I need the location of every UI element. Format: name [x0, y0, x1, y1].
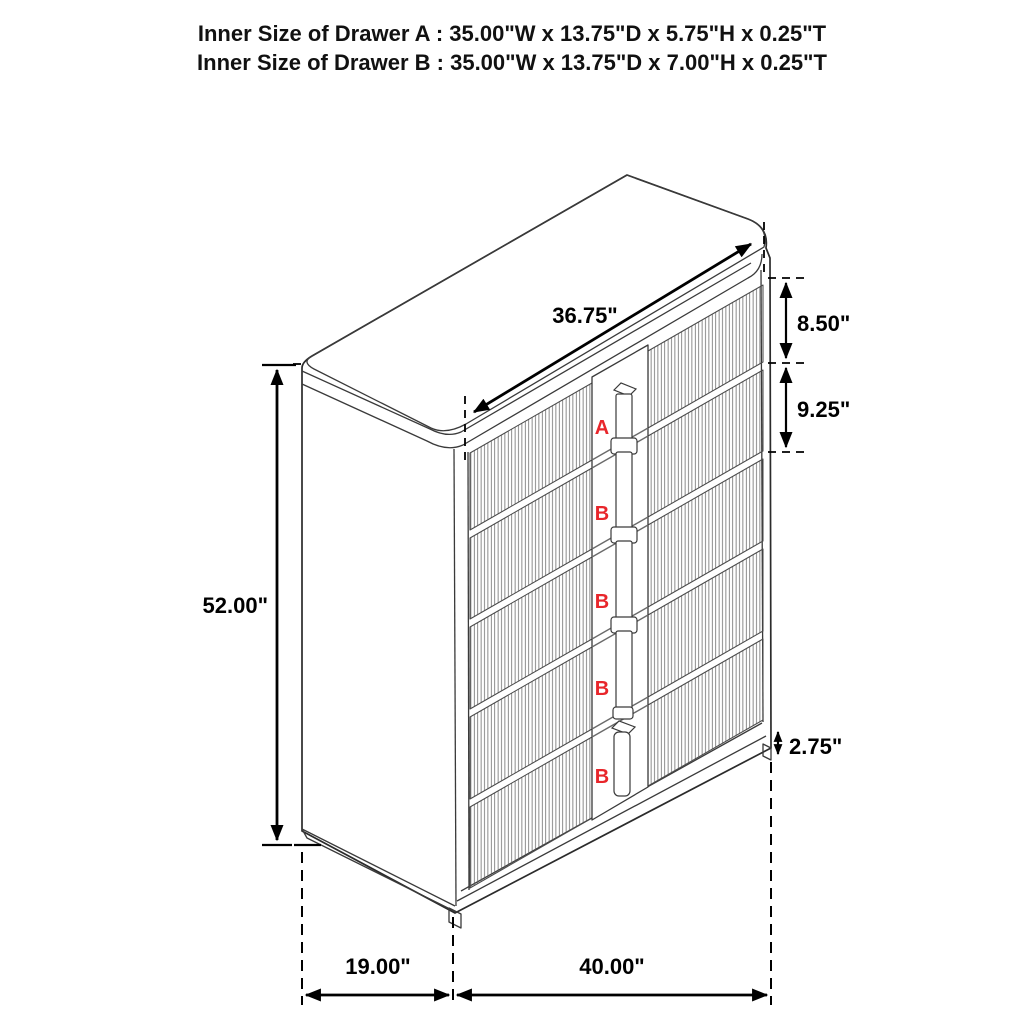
dim-top-diagonal-label: 36.75" [552, 303, 618, 328]
dim-drawer-a-height-label: 8.50" [797, 311, 851, 336]
dim-drawer-b-height-label: 9.25" [797, 397, 851, 422]
dim-width-label: 40.00" [579, 954, 645, 979]
handle-segment-3 [616, 541, 632, 621]
title-block [197, 21, 827, 75]
handle-segment-4 [616, 631, 632, 711]
bottom-drawer-handle [614, 732, 630, 796]
handle-end-cap [613, 707, 633, 719]
title-line-drawer-a: Inner Size of Drawer A : 35.00"W x 13.75"D x 5.75"H x 0.25"T [197, 21, 827, 46]
dim-base-height-label: 2.75" [789, 734, 843, 759]
center-stile [592, 345, 648, 820]
drawer-label-b2: B [594, 591, 610, 613]
dim-base-height [778, 732, 842, 759]
handle-segment-2 [616, 452, 632, 531]
handle-segment-1 [616, 394, 632, 442]
drawer-bank-right [648, 285, 763, 786]
cabinet-drawing [302, 175, 771, 928]
drawer-label-a: A [594, 417, 610, 439]
dim-right-drawer-heights [768, 278, 850, 452]
drawer-label-b4: B [594, 766, 610, 788]
dim-depth-label: 19.00" [345, 954, 411, 979]
title-line-drawer-b: Inner Size of Drawer B : 35.00"W x 13.75"D x 7.00"H x 0.25"T [197, 50, 827, 75]
dim-overall-height-label: 52.00" [202, 593, 268, 618]
drawer-label-b3: B [594, 678, 610, 700]
drawer-label-b1: B [594, 503, 610, 525]
drawer-bank-left [470, 383, 592, 888]
